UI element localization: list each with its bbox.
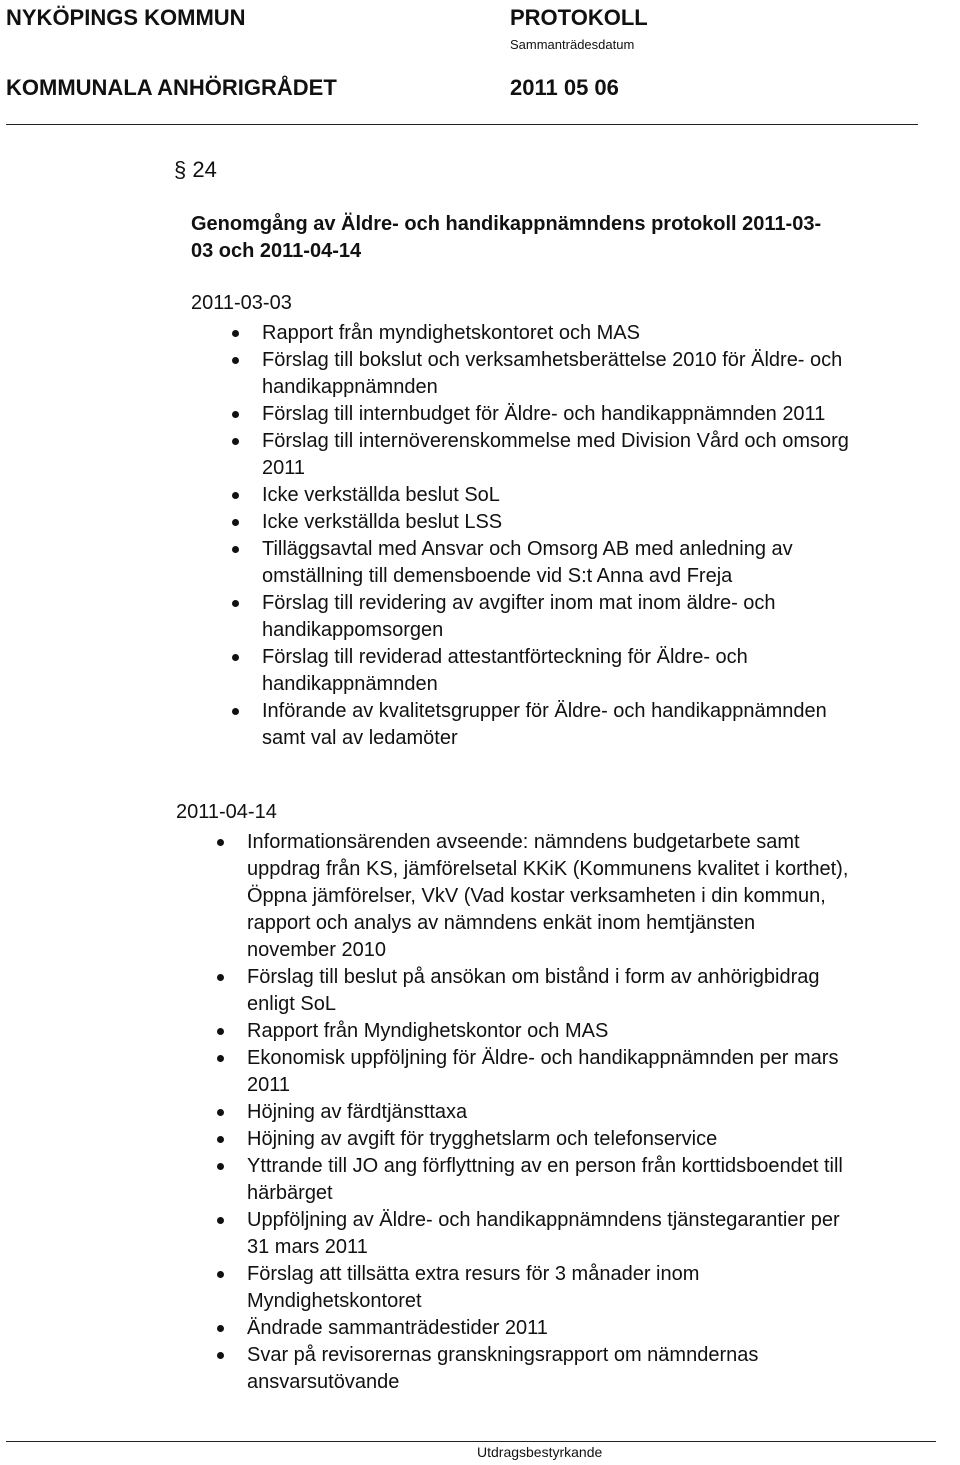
agenda-item-text: Förslag till beslut på ansökan om bistånd i form av anhörigbidrag [247,966,820,988]
bullet-icon [217,1163,224,1170]
agenda-item-text: samt val av ledamöter [262,727,458,749]
header-rule [6,124,918,125]
agenda-item [247,829,957,964]
agenda-item [247,1342,957,1396]
agenda-item-text: ansvarsutövande [247,1371,400,1393]
section-title-line: 03 och 2011-04-14 [191,240,362,262]
section-number [174,157,217,183]
agenda-item-text: enligt SoL [247,993,336,1015]
footer-rule [6,1441,936,1442]
bullet-icon [232,330,239,337]
bullet-icon [232,438,239,445]
agenda-item [247,964,957,1018]
bullet-icon [232,654,239,661]
date-label: Sammanträdesdatum [510,37,635,52]
agenda-item-text: Förslag till revidering av avgifter inom mat inom äldre- och [262,592,776,614]
agenda-item [247,1261,957,1315]
agenda-item [262,509,952,536]
agenda-item-text: Förslag till internbudget för Äldre- och handikappnämnden 2011 [262,403,826,425]
bullet-icon [232,708,239,715]
document-type: PROTOKOLL [510,5,648,30]
agenda-item-text: Höjning av färdtjänsttaxa [247,1101,468,1123]
agenda-item-text: Höjning av avgift för trygghetslarm och telefonservice [247,1128,718,1150]
agenda-item [262,644,952,698]
agenda-item [247,1099,957,1126]
bullet-icon [232,546,239,553]
agenda-item [247,1315,957,1342]
agenda-item-text: Införande av kvalitetsgrupper för Äldre- och handikappnämnden [262,700,827,722]
agenda-list-2011-04-14 [247,829,957,1396]
agenda-item-text: Rapport från Myndighetskontor och MAS [247,1020,609,1042]
agenda-item-text: Uppföljning av Äldre- och handikappnämndens tjänstegarantier per [247,1209,840,1231]
bullet-icon [232,519,239,526]
bullet-icon [217,1055,224,1062]
bullet-icon [232,492,239,499]
agenda-item-text: Svar på revisorernas granskningsrapport om nämndernas [247,1344,759,1366]
bullet-icon [232,357,239,364]
agenda-item-text: Informationsärenden avseende: nämndens budgetarbete samt [247,831,800,853]
agenda-item-text: 2011 [262,457,306,479]
bullet-icon [217,1109,224,1116]
agenda-item [247,1018,957,1045]
agenda-item-text: Icke verkställda beslut LSS [262,511,503,533]
bullet-icon [217,974,224,981]
agenda-item [247,1126,957,1153]
meeting-date-2011-03-03: 2011-03-03 [191,292,292,314]
agenda-item-text: Förslag till reviderad attestantförteckning för Äldre- och [262,646,748,668]
agenda-item [262,590,952,644]
bullet-icon [232,411,239,418]
bullet-icon [217,1352,224,1359]
agenda-item [262,482,952,509]
agenda-item-text: Rapport från myndighetskontoret och MAS [262,322,640,344]
agenda-item-text: Icke verkställda beslut SoL [262,484,500,506]
agenda-item-text: Förslag till internöverenskommelse med Division Vård och omsorg [262,430,849,452]
section-number-value: 24 [192,157,217,182]
agenda-item-text: härbärget [247,1182,333,1204]
agenda-item-text: rapport och analys av nämndens enkät inom hemtjänsten [247,912,756,934]
org-name: NYKÖPINGS KOMMUN [6,5,246,30]
bullet-icon [217,1217,224,1224]
agenda-item-text: uppdrag från KS, jämförelsetal KKiK (Kommunens kvalitet i korthet), [247,858,849,880]
agenda-item-text: Förslag till bokslut och verksamhetsberättelse 2010 för Äldre- och [262,349,843,371]
agenda-item [262,698,952,752]
bullet-icon [217,1136,224,1143]
agenda-item [247,1207,957,1261]
agenda-item-text: 2011 [247,1074,291,1096]
agenda-item-text: Ekonomisk uppföljning för Äldre- och handikappnämnden per mars [247,1047,839,1069]
section-title [191,211,821,265]
meeting-date: 2011 05 06 [510,75,619,100]
meeting-date-2011-04-14: 2011-04-14 [176,801,277,823]
footer-label: Utdragsbestyrkande [477,1444,603,1460]
agenda-item-text: Tilläggsavtal med Ansvar och Omsorg AB med anledning av [262,538,793,560]
agenda-item [247,1153,957,1207]
agenda-item [262,428,952,482]
agenda-list-2011-03-03 [262,320,952,752]
agenda-item [262,536,952,590]
agenda-item-text: handikappnämnden [262,673,438,695]
agenda-item [247,1045,957,1099]
agenda-item-text: omställning till demensboende vid S:t Anna avd Freja [262,565,733,587]
agenda-item [262,401,952,428]
agenda-item [262,347,952,401]
bullet-icon [217,1271,224,1278]
agenda-item-text: Myndighetskontoret [247,1290,422,1312]
agenda-item-text: 31 mars 2011 [247,1236,368,1258]
agenda-item-text: november 2010 [247,939,386,961]
bullet-icon [232,600,239,607]
agenda-item-text: Yttrande till JO ang förflyttning av en person från korttidsboendet till [247,1155,843,1177]
bullet-icon [217,1028,224,1035]
agenda-item-text: Ändrade sammanträdestider 2011 [247,1317,548,1339]
bullet-icon [217,1325,224,1332]
agenda-item-text: Förslag att tillsätta extra resurs för 3 månader inom [247,1263,700,1285]
agenda-item-text: handikappnämnden [262,376,438,398]
section-title-line: Genomgång av Äldre- och handikappnämndens protokoll 2011-03- [191,213,822,235]
agenda-item-text: handikappomsorgen [262,619,444,641]
council-name: KOMMUNALA ANHÖRIGRÅDET [6,75,337,100]
agenda-item [262,320,952,347]
paragraph-mark: § [174,157,187,182]
bullet-icon [217,839,224,846]
agenda-item-text: Öppna jämförelser, VkV (Vad kostar verksamheten i din kommun, [247,885,826,907]
